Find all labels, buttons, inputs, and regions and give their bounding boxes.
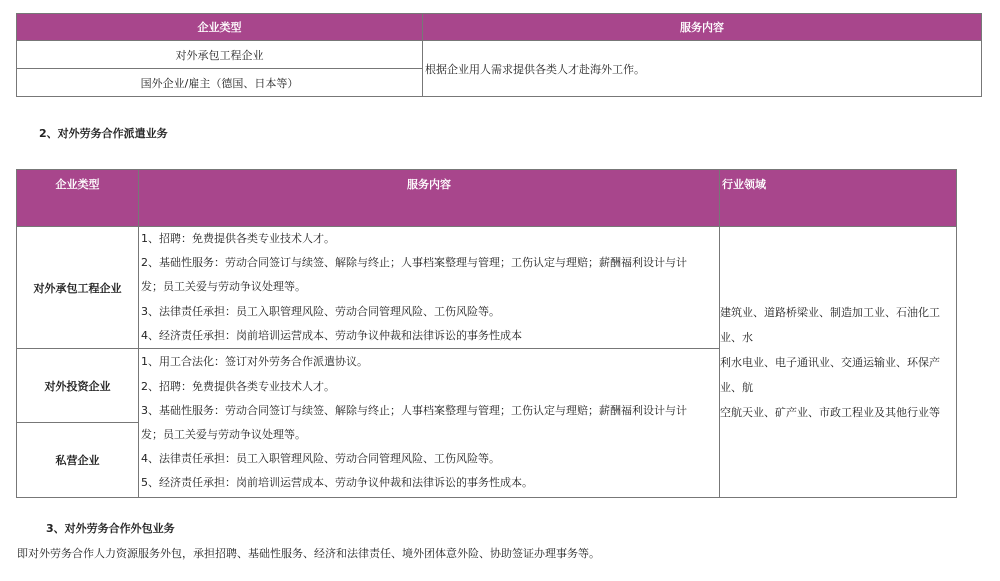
table2-service-block [139, 227, 720, 349]
service-line: 2、招聘：免费提供各类专业技术人才。 [141, 379, 335, 393]
service-table-2 [16, 169, 957, 498]
table1-service-cell: 根据企业用人需求提供各类人才赴海外工作。 [423, 41, 982, 97]
table2-type-cell: 对外投资企业 [17, 349, 139, 423]
table1-type-cell: 国外企业/雇主（德国、日本等） [17, 69, 423, 97]
table2-industry-cell [720, 227, 957, 498]
industry-line: 空航天业、矿产业、市政工程业及其他行业等 [720, 405, 940, 419]
service-line: 1、用工合法化：签订对外劳务合作派遣协议。 [141, 355, 368, 369]
table1-header-type: 企业类型 [17, 14, 423, 41]
service-line: 5、经济责任承担：岗前培训运营成本、劳动争议仲裁和法律诉讼的事务性成本。 [141, 476, 533, 490]
service-line: 3、法律责任承担：员工入职管理风险、劳动合同管理风险、工伤风险等。 [141, 304, 500, 318]
service-line: 1、招聘：免费提供各类专业技术人才。 [141, 232, 335, 246]
service-line: 4、法律责任承担：员工入职管理风险、劳动合同管理风险、工伤风险等。 [141, 452, 500, 466]
table1-header-service: 服务内容 [423, 14, 982, 41]
table1-type-cell: 对外承包工程企业 [17, 41, 423, 69]
table2-header-type: 企业类型 [17, 170, 139, 227]
service-line: 2、基础性服务：劳动合同签订与续签、解除与终止；人事档案整理与管理；工伤认定与理赔；薪酬福利设计与计 [141, 256, 687, 270]
table2-type-cell: 对外承包工程企业 [17, 227, 139, 349]
table2-service-block [139, 349, 720, 498]
industry-line: 建筑业、道路桥梁业、制造加工业、石油化工业、水 [720, 305, 940, 344]
table2-header-service: 服务内容 [139, 170, 720, 227]
section-paragraph: 即对外劳务合作人力资源服务外包，承担招聘、基础性服务、经济和法律责任、境外团体意外险、协助签证办理事务等。 [17, 547, 600, 560]
table2-type-cell: 私营企业 [17, 423, 139, 498]
service-line: 发；员工关爱与劳动争议处理等。 [141, 428, 306, 441]
service-line: 3、基础性服务：劳动合同签订与续签、解除与终止；人事档案整理与管理；工伤认定与理赔；薪酬福利设计与计 [141, 403, 687, 417]
service-line: 发；员工关爱与劳动争议处理等。 [141, 280, 306, 294]
table2-header-industry: 行业领域 [720, 170, 957, 227]
section-title: 2、对外劳务合作派遣业务 [39, 127, 168, 140]
section-title: 3、对外劳务合作外包业务 [46, 522, 175, 535]
service-table-1 [16, 13, 982, 97]
service-line: 4、经济责任承担：岗前培训运营成本、劳动争议仲裁和法律诉讼的事务性成本 [141, 328, 522, 342]
industry-line: 利水电业、电子通讯业、交通运输业、环保产业、航 [720, 355, 940, 394]
